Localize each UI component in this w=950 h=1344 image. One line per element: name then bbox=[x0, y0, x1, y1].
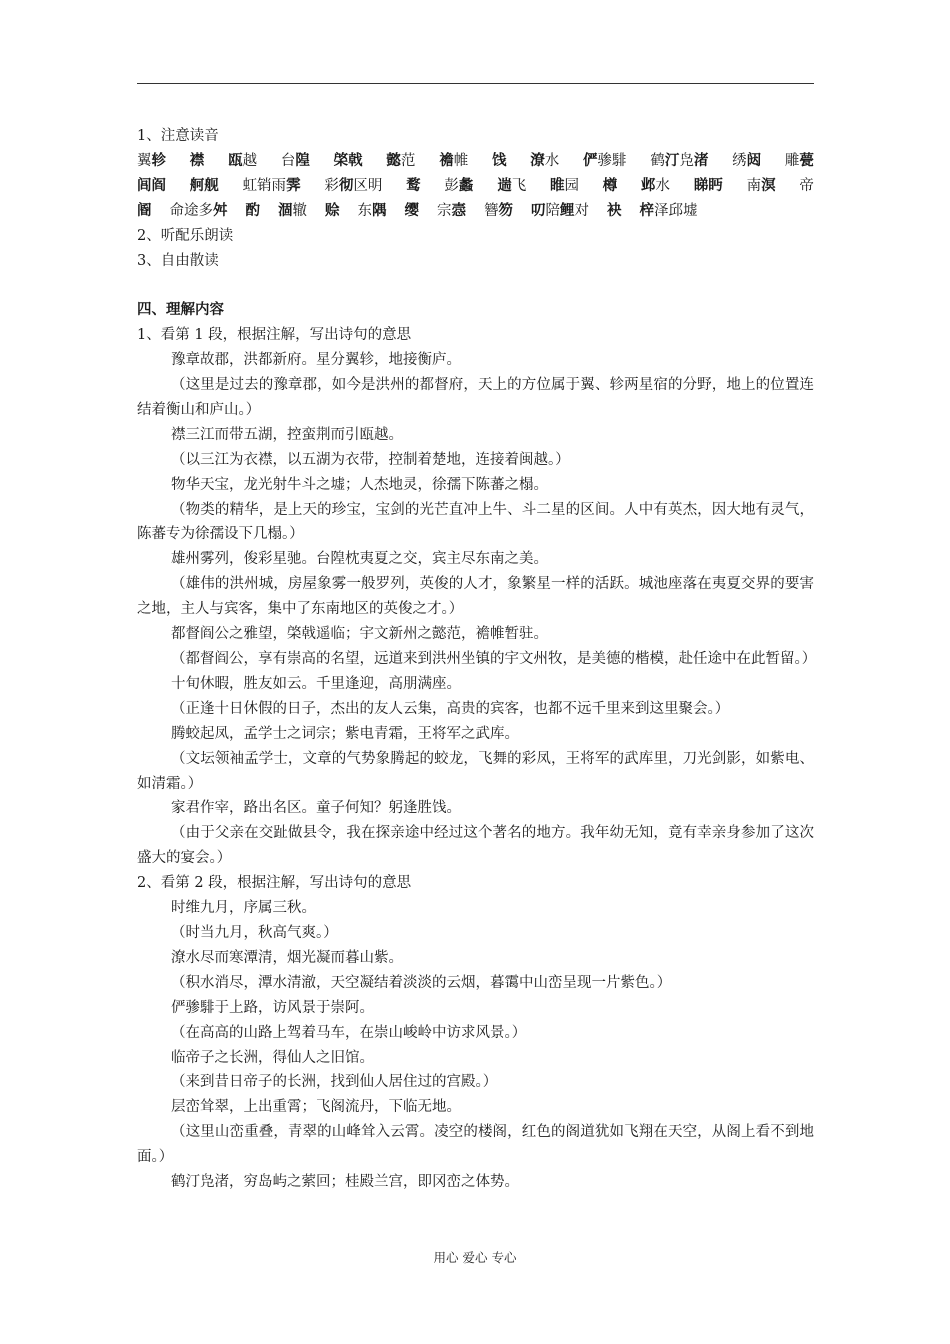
vocab-word bbox=[650, 149, 708, 174]
vocab-word bbox=[170, 199, 228, 224]
vocab-segment: 雕 bbox=[784, 152, 800, 169]
vocab-segment: 水 bbox=[544, 152, 560, 169]
vocab-segment: 舛 bbox=[213, 201, 228, 219]
vocab-segment: 南 bbox=[746, 177, 762, 194]
vocab-segment: 戟 bbox=[348, 151, 363, 169]
vocab-segment: 隍 bbox=[295, 151, 310, 169]
vocab-word bbox=[437, 199, 466, 224]
list-item: 2、听配乐朗读 bbox=[137, 227, 234, 244]
translation-note: （文坛领袖孟学士，文章的气势象腾起的蛟龙，飞舞的彩凤，王将军的武库里，刀光剑影，如紫电、如清霜。） bbox=[137, 750, 814, 792]
vocab-segment: 区明 bbox=[353, 177, 383, 194]
vocab-segment: 彩 bbox=[324, 177, 339, 194]
vocab-word bbox=[732, 149, 761, 174]
part1-content bbox=[137, 348, 817, 871]
verse-line: 雄州雾列，俊彩星驰。台隍枕夷夏之交，宾主尽东南之美。 bbox=[171, 551, 548, 568]
vocab-segment: 园 bbox=[564, 177, 579, 194]
vocab-segment: 遄 bbox=[497, 176, 512, 194]
vocab-segment: 袂 bbox=[607, 201, 622, 219]
vocab-segment: 舸舰 bbox=[189, 176, 219, 194]
vocab-word bbox=[358, 199, 387, 224]
vocab-segment: 绣 bbox=[732, 152, 747, 169]
vocab-word bbox=[325, 199, 340, 224]
part2-content bbox=[137, 896, 814, 1195]
vocab-word bbox=[243, 174, 301, 199]
translation-note: （正逢十日休假的日子，杰出的友人云集，高贵的宾客，也都不远千里来到这里聚会。） bbox=[171, 700, 730, 717]
vocab-segment: 隅 bbox=[372, 201, 387, 219]
vocab-segment: 睢 bbox=[549, 176, 565, 194]
vocab-segment: 闼 bbox=[746, 151, 762, 169]
verse-line: 临帝子之长洲，得仙人之旧馆。 bbox=[171, 1049, 374, 1066]
verse-line: 层峦耸翠，上出重霄；飞阁流丹，下临无地。 bbox=[171, 1099, 461, 1116]
vocab-segment: 飞 bbox=[511, 177, 527, 194]
vocabulary-block bbox=[137, 149, 814, 224]
vocab-segment: 渚 bbox=[693, 151, 709, 169]
vocab-word bbox=[190, 174, 219, 199]
vocab-segment: 泽邱墟 bbox=[654, 202, 698, 219]
vocab-word bbox=[190, 149, 205, 174]
vocab-segment: 溟 bbox=[761, 176, 776, 194]
vocab-word bbox=[281, 149, 310, 174]
verse-line: 俨骖騑于上路，访风景于崇阿。 bbox=[171, 999, 374, 1016]
translation-note: （这里是过去的豫章郡，如今是洪州的都督府，天上的方位属于翼、轸两星宿的分野，地上的位置连结着衡山和庐山。） bbox=[137, 377, 814, 418]
vocab-word bbox=[550, 174, 579, 199]
vocab-word bbox=[137, 149, 166, 174]
translation-note: （这里山峦重叠，青翠的山峰耸入云霄。凌空的楼阁，红色的阁道犹如飞翔在天空，从阁上看不到地面。） bbox=[137, 1124, 814, 1166]
verse-line: 襟三江而带五湖，控蛮荆而引瓯越。 bbox=[171, 426, 403, 443]
vocab-segment: 瓯 bbox=[228, 151, 243, 169]
vocab-segment: 酌 bbox=[245, 201, 260, 219]
vocab-word bbox=[785, 149, 814, 174]
verse-line: 家君作宰，路出名区。童子何知？躬逢胜饯。 bbox=[171, 800, 461, 817]
translation-note: （来到昔日帝子的长洲，找到仙人居住过的宫殿。） bbox=[171, 1074, 498, 1091]
vocab-segment: 对 bbox=[574, 202, 589, 219]
translation-note: （时当九月，秋高气爽。） bbox=[171, 924, 338, 941]
vocab-word bbox=[694, 174, 723, 199]
vocab-word bbox=[228, 149, 257, 174]
vocab-word bbox=[324, 174, 382, 199]
vocab-word bbox=[583, 149, 627, 174]
vocab-word bbox=[246, 199, 261, 224]
vocab-segment: 轸 bbox=[151, 151, 166, 169]
vocab-segment: 赊 bbox=[325, 201, 340, 219]
vocab-word bbox=[439, 149, 468, 174]
vocab-segment: 簪 bbox=[484, 202, 499, 219]
vocab-row bbox=[137, 174, 814, 199]
list-item: 1、注意读音 bbox=[137, 128, 219, 144]
vocab-segment: 命途多 bbox=[169, 202, 213, 219]
vocab-segment: 阍 bbox=[137, 201, 152, 219]
vocab-word bbox=[530, 149, 559, 174]
vocab-word bbox=[137, 174, 166, 199]
verse-line: 十旬休暇，胜友如云。千里逢迎，高朋满座。 bbox=[171, 675, 461, 692]
vocab-segment: 鹤 bbox=[650, 152, 665, 169]
vocab-segment: 越 bbox=[242, 152, 258, 169]
vocab-segment: 襜 bbox=[439, 151, 454, 169]
verse-line: 鹤汀凫渚，穷岛屿之萦回；桂殿兰宫，即冈峦之体势。 bbox=[171, 1174, 519, 1191]
vocab-word bbox=[603, 174, 618, 199]
verse-line: 潦水尽而寒潭清，烟光凝而暮山紫。 bbox=[171, 949, 403, 966]
vocab-word bbox=[531, 199, 589, 224]
vocab-word bbox=[406, 174, 421, 199]
verse-line: 腾蛟起凤，孟学士之词宗；紫电青霜，王将军之武库。 bbox=[171, 725, 519, 742]
vocab-segment: 凫 bbox=[679, 152, 694, 169]
translation-note: （都督阎公，享有崇高的名望，远道来到洪州坐镇的宇文州牧，是美德的楷模，赴任途中在此暂留。） bbox=[171, 651, 817, 668]
vocab-segment: 霁 bbox=[286, 176, 301, 194]
vocab-word bbox=[484, 199, 513, 224]
vocab-word bbox=[405, 199, 420, 224]
vocab-word bbox=[640, 199, 698, 224]
vocab-segment: 翼 bbox=[137, 152, 152, 169]
vocab-segment: 襟 bbox=[189, 151, 205, 169]
translation-note: （物类的精华，是上天的珍宝，宝剑的光芒直冲上牛、斗二星的区间。人中有英杰，因大地有灵气，陈蕃专为徐孺设下几榻。） bbox=[137, 501, 814, 543]
vocab-word bbox=[607, 199, 622, 224]
vocab-segment: 骖騑 bbox=[597, 152, 627, 169]
vocab-segment: 陪 bbox=[545, 202, 560, 219]
vocab-segment: 悫 bbox=[451, 201, 466, 219]
vocab-row bbox=[137, 149, 814, 174]
vocab-row bbox=[137, 199, 814, 224]
vocab-segment: 邺 bbox=[641, 176, 656, 194]
vocab-segment: 鹜 bbox=[406, 176, 421, 194]
verse-line: 豫章故郡，洪都新府。星分翼轸，地接衡庐。 bbox=[171, 352, 461, 369]
header-rule bbox=[137, 83, 814, 84]
part-title: 2、看第 2 段，根据注解，写出诗句的意思 bbox=[137, 875, 412, 892]
vocab-word bbox=[386, 149, 415, 174]
vocab-segment: 缨 bbox=[404, 201, 419, 219]
vocab-word bbox=[492, 149, 507, 174]
vocab-segment: 蠡 bbox=[458, 176, 474, 194]
vocab-segment: 闾阎 bbox=[137, 176, 166, 194]
vocab-segment: 彭 bbox=[444, 177, 459, 194]
vocab-segment: 懿 bbox=[386, 151, 401, 169]
vocab-segment: 潦 bbox=[530, 151, 545, 169]
translation-note: （积水消尽，潭水清澈，天空凝结着淡淡的云烟，暮霭中山峦呈现一片紫色。） bbox=[171, 974, 672, 991]
vocab-word bbox=[444, 174, 473, 199]
vocab-word bbox=[747, 174, 776, 199]
vocab-segment: 辙 bbox=[292, 202, 307, 219]
vocab-word bbox=[641, 174, 670, 199]
vocab-word bbox=[278, 199, 307, 224]
vocab-word bbox=[334, 149, 363, 174]
vocab-segment: 笏 bbox=[498, 201, 513, 219]
vocab-segment: 棨 bbox=[333, 151, 349, 169]
vocab-word bbox=[497, 174, 526, 199]
vocab-segment: 宗 bbox=[437, 202, 452, 219]
vocab-segment: 涸 bbox=[278, 201, 293, 219]
vocab-segment: 樽 bbox=[602, 176, 618, 194]
vocab-word bbox=[799, 174, 814, 199]
vocab-segment: 鲤 bbox=[560, 201, 575, 219]
verse-line: 都督阎公之雅望，棨戟遥临；宇文新州之懿范，襜帷暂驻。 bbox=[171, 626, 548, 643]
translation-note: （雄伟的洪州城，房屋象雾一般罗列，英俊的人才，象繁星一样的活跃。城池座落在夷夏交界的要害之地，主人与宾客，集中了东南地区的英俊之才。） bbox=[137, 576, 814, 618]
part-title: 1、看第 1 段，根据注解，写出诗句的意思 bbox=[137, 327, 412, 344]
list-item: 3、自由散读 bbox=[137, 252, 219, 269]
vocab-segment: 睇眄 bbox=[693, 176, 723, 194]
vocab-segment: 虹销雨 bbox=[242, 177, 287, 194]
vocab-segment: 甍 bbox=[799, 151, 814, 169]
vocab-segment: 台 bbox=[280, 152, 296, 169]
page-footer: 用心 爱心 专心 bbox=[433, 1250, 517, 1265]
section-heading: 四、理解内容 bbox=[137, 301, 224, 319]
vocab-word bbox=[137, 199, 152, 224]
vocab-segment: 帝 bbox=[799, 177, 814, 194]
document-body bbox=[137, 124, 817, 1195]
verse-line: 时维九月，序属三秋。 bbox=[171, 900, 316, 917]
vocab-segment: 饯 bbox=[491, 151, 507, 169]
vocab-segment: 汀 bbox=[664, 151, 680, 169]
verse-line: 物华天宝，龙光射牛斗之墟；人杰地灵，徐孺下陈蕃之榻。 bbox=[171, 476, 548, 493]
vocab-segment: 帷 bbox=[453, 152, 469, 169]
spacer bbox=[137, 273, 814, 298]
translation-note: （由于父亲在交趾做县令，我在探亲途中经过这个著名的地方。我年幼无知，竟有幸亲身参加了这次盛大的宴会。） bbox=[137, 825, 814, 867]
vocab-segment: 梓 bbox=[639, 201, 654, 219]
translation-note: （以三江为衣襟，以五湖为衣带，控制着楚地，连接着闽越。） bbox=[171, 451, 570, 468]
translation-note: （在高高的山路上驾着马车，在崇山峻岭中访求风景。） bbox=[171, 1024, 527, 1041]
vocab-segment: 彻 bbox=[338, 176, 354, 194]
vocab-segment: 水 bbox=[655, 177, 671, 194]
vocab-segment: 东 bbox=[357, 202, 372, 219]
vocab-segment: 俨 bbox=[583, 151, 598, 169]
vocab-segment: 范 bbox=[400, 152, 416, 169]
vocab-segment: 叨 bbox=[531, 201, 546, 219]
